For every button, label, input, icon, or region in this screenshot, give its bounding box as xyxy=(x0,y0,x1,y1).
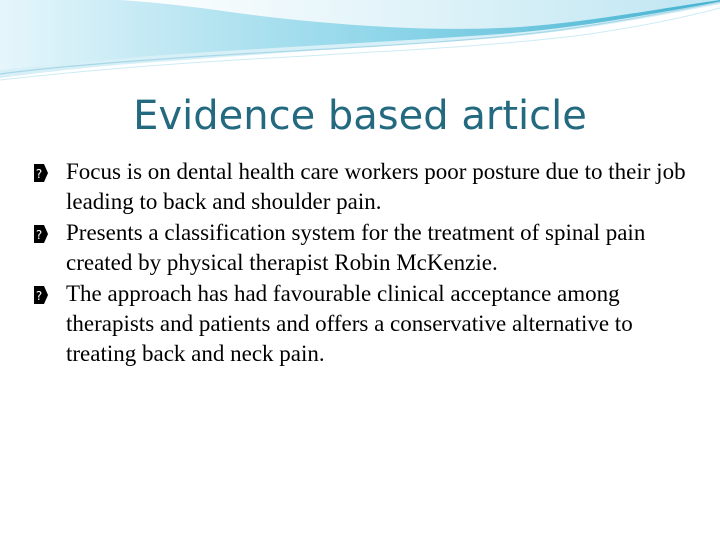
bullet-item xyxy=(30,218,690,278)
bullet-item xyxy=(30,279,690,369)
svg-text:?: ? xyxy=(35,167,43,181)
slide-title: Evidence based article xyxy=(133,93,587,139)
bullet-text: Focus is on dental health care workers poor posture due to their job leading to back and shoulder pain. xyxy=(66,159,686,214)
svg-text:?: ? xyxy=(35,289,43,303)
bullet-item xyxy=(30,157,690,217)
missing-glyph-icon xyxy=(30,223,60,245)
svg-text:?: ? xyxy=(35,228,43,242)
bullet-text: The approach has had favourable clinical acceptance among therapists and patients and offers a conservative alternative to treating back and neck pain. xyxy=(66,281,633,366)
missing-glyph-icon xyxy=(30,284,60,306)
bullet-list xyxy=(30,157,690,370)
missing-glyph-icon xyxy=(30,162,60,184)
bullet-text: Presents a classification system for the treatment of spinal pain created by physical therapist Robin McKenzie. xyxy=(66,220,646,275)
header-wave-decoration xyxy=(0,0,720,90)
